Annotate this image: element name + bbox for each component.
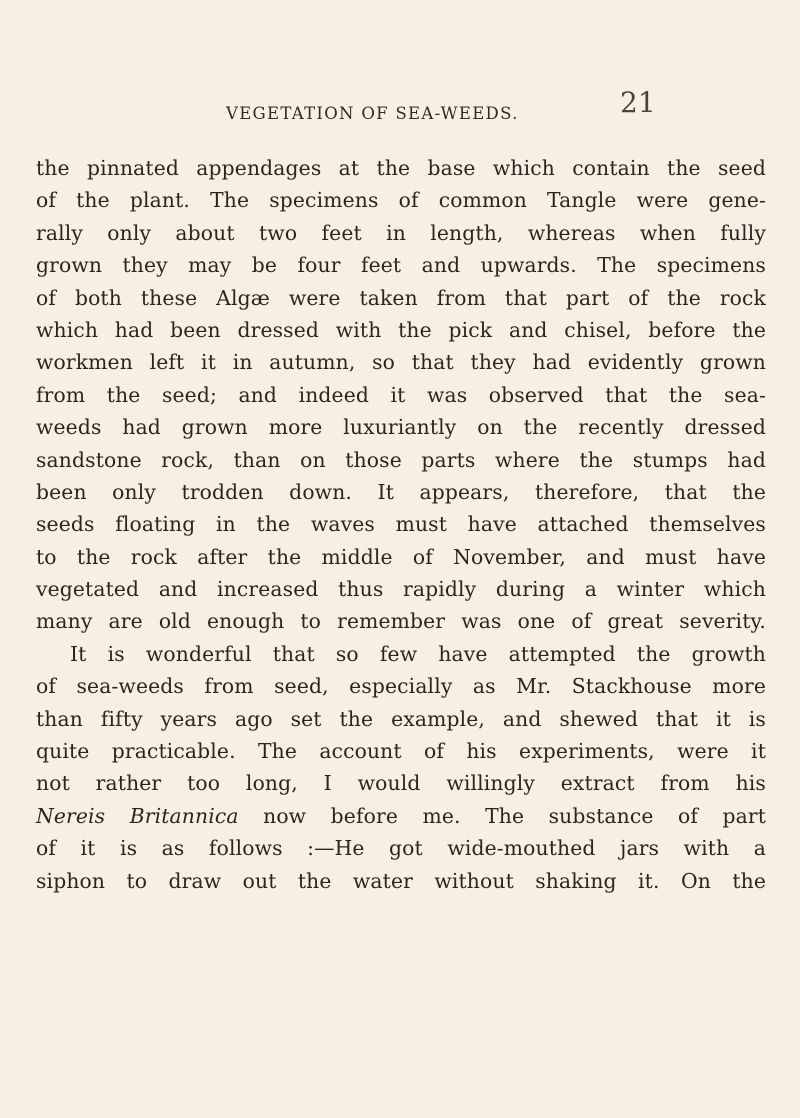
text-line: quite practicable. The account of his experiments, were it (36, 739, 766, 764)
text-line-rest: now before me. The substance of part (238, 803, 766, 828)
text-line: of the plant. The specimens of common Tangle were gene- (36, 188, 766, 213)
text-line-with-italic-title (36, 800, 766, 832)
body-text (36, 152, 766, 897)
text-line: been only trodden down. It appears, therefore, that the (36, 479, 766, 504)
text-line: which had been dressed with the pick and chisel, before the (36, 317, 766, 342)
text-line: grown they may be four feet and upwards. The specimens (36, 253, 766, 278)
text-line: than fifty years ago set the example, and shewed that it is (36, 706, 766, 731)
text-line: of it is as follows :—He got wide-mouthed jars with a (36, 836, 766, 861)
running-head (0, 86, 800, 126)
running-title: VEGETATION OF SEA-WEEDS. (226, 104, 519, 123)
text-line: sandstone rock, than on those parts where the stumps had (36, 447, 766, 472)
text-line: many are old enough to remember was one of great severity. (36, 609, 766, 634)
text-line: not rather too long, I would willingly extract from his (36, 771, 766, 796)
text-line: workmen left it in autumn, so that they had evidently grown (36, 350, 766, 375)
text-line: weeds had grown more luxuriantly on the recently dressed (36, 415, 766, 440)
text-line: of sea-weeds from seed, especially as Mr. Stackhouse more (36, 674, 766, 699)
text-line: of both these Algæ were taken from that part of the rock (36, 285, 766, 310)
text-line: vegetated and increased thus rapidly during a winter which (36, 577, 766, 602)
text-line: siphon to draw out the water without shaking it. On the (36, 868, 766, 893)
paragraph-first-line: It is wonderful that so few have attempted the growth (70, 641, 766, 666)
text-line: the pinnated appendages at the base which contain the seed (36, 156, 766, 180)
text-line: seeds floating in the waves must have attached themselves (36, 512, 766, 537)
book-title-italic: Nereis Britannica (36, 803, 239, 828)
page-number: 21 (620, 86, 656, 119)
text-line: to the rock after the middle of November, and must have (36, 544, 766, 569)
text-line: rally only about two feet in length, whereas when fully (36, 220, 766, 245)
text-line: from the seed; and indeed it was observed that the sea- (36, 382, 766, 407)
